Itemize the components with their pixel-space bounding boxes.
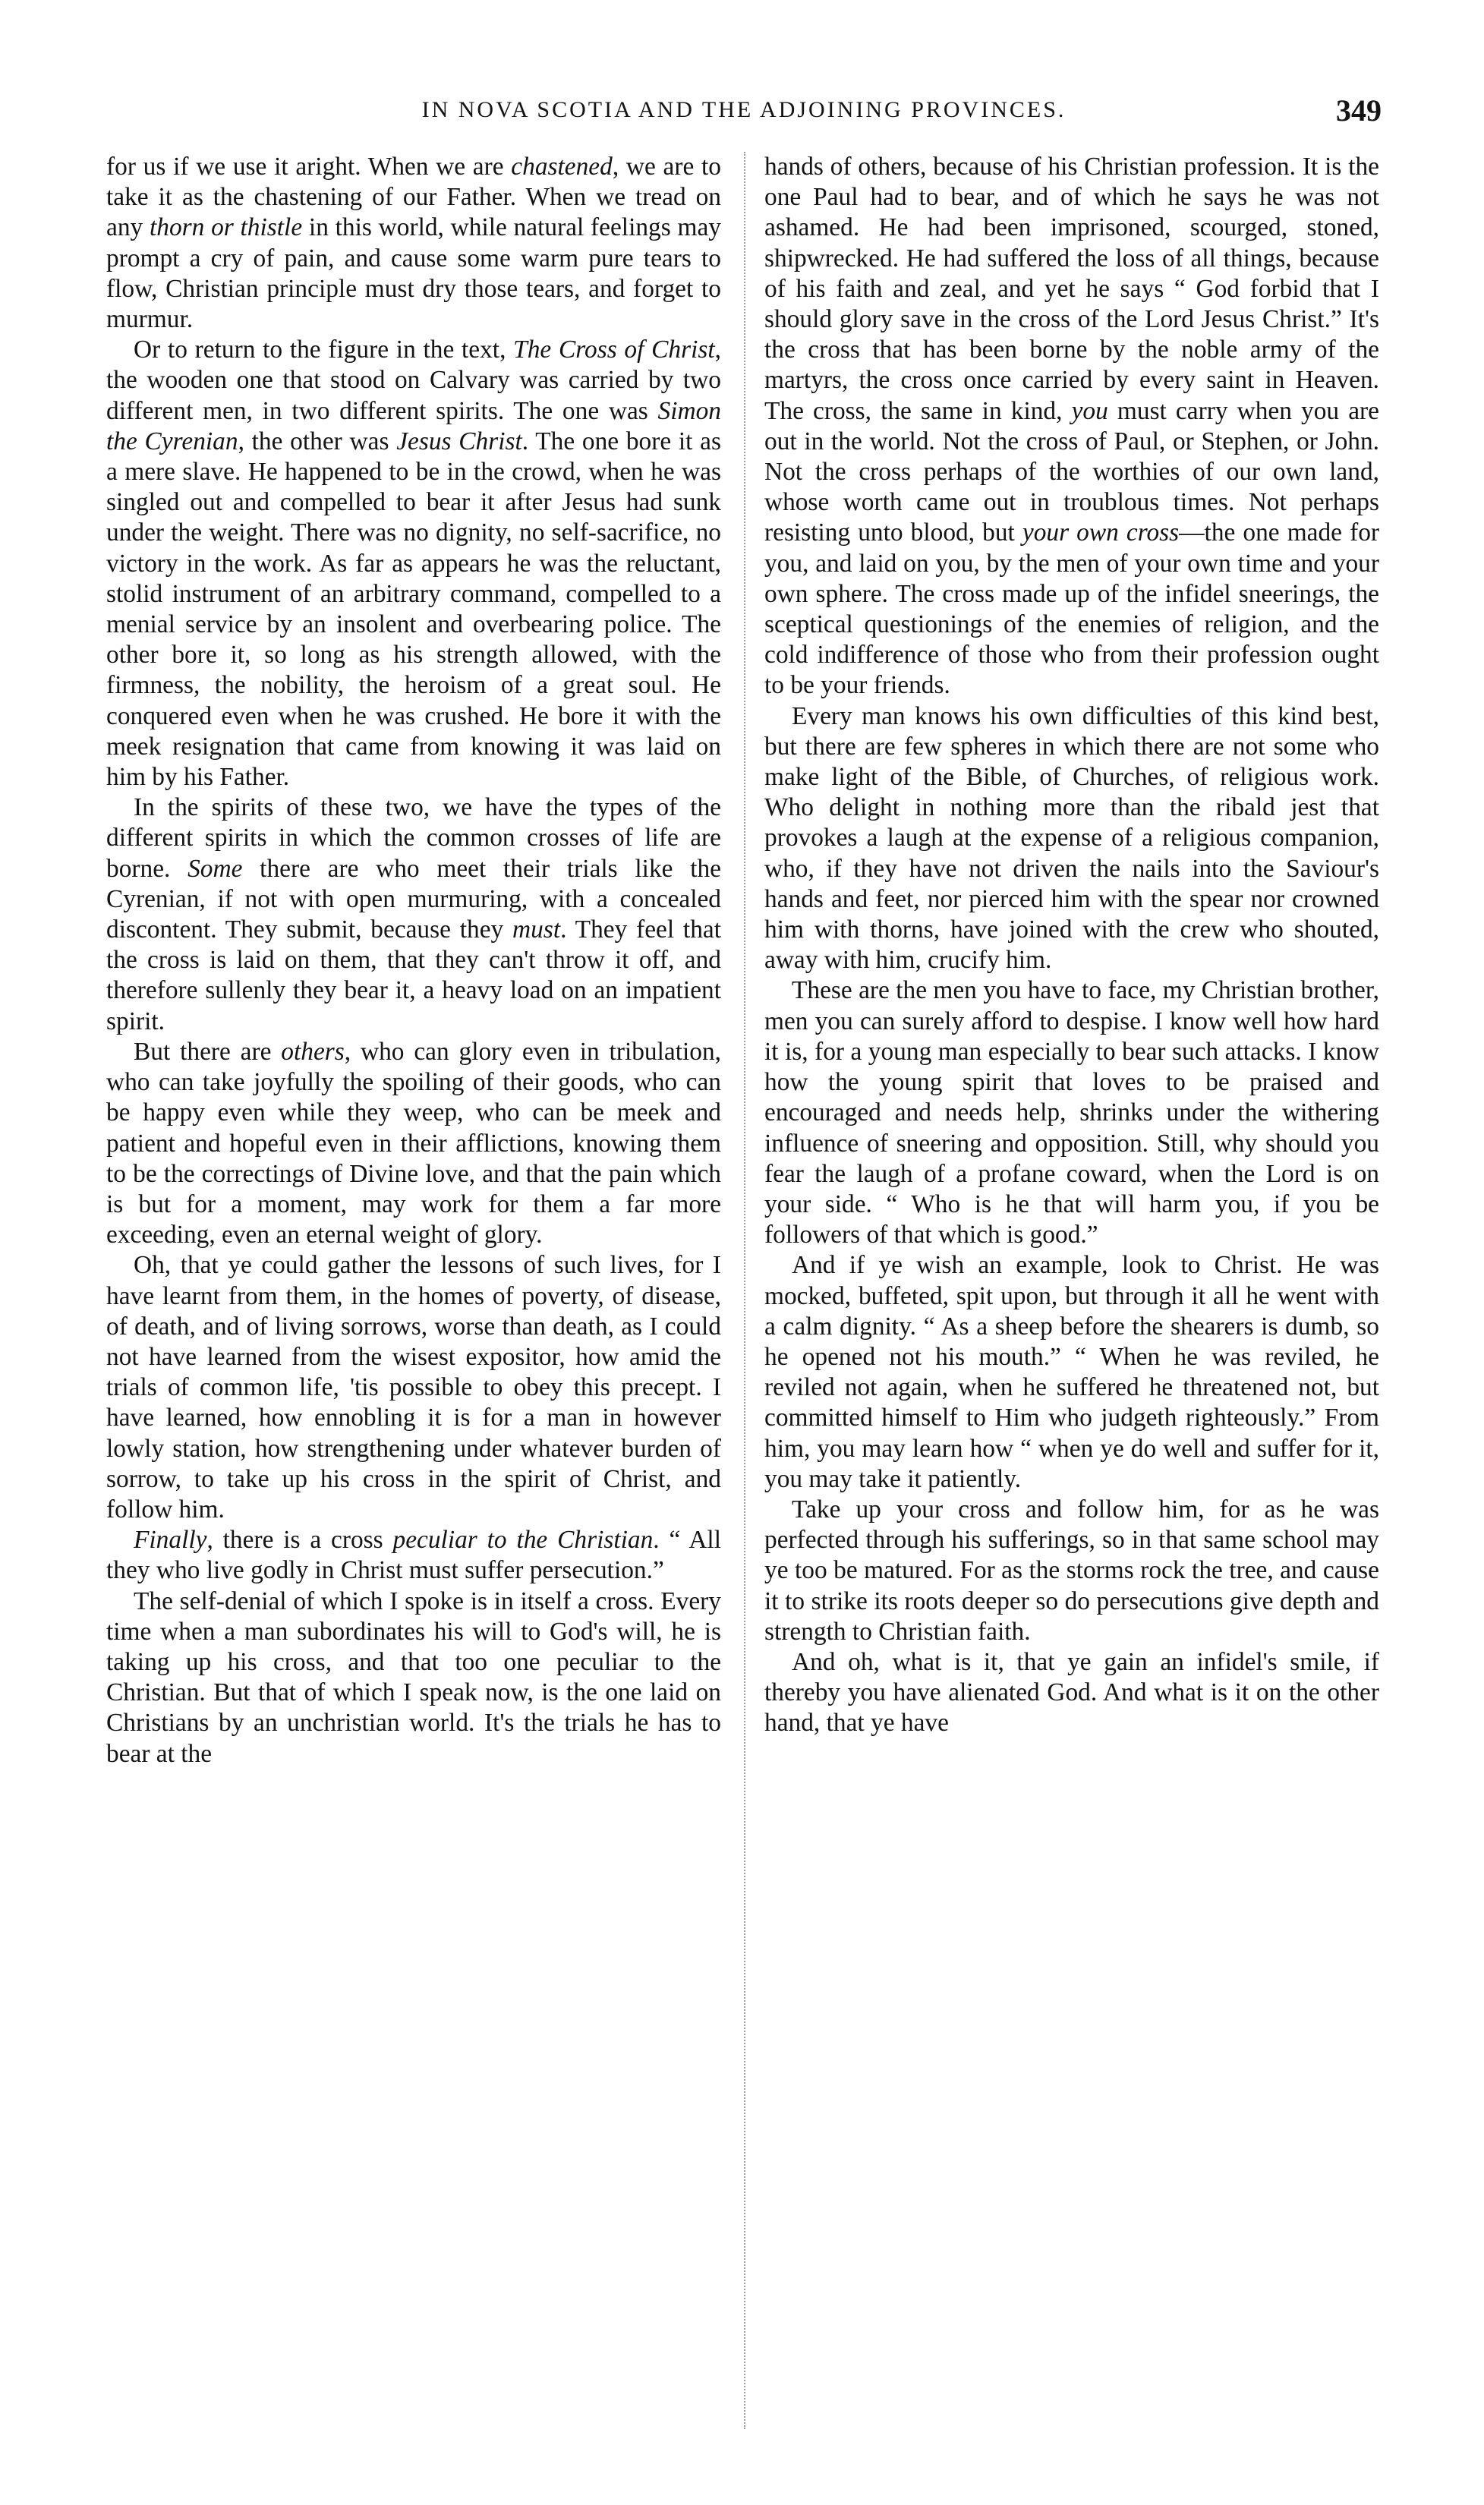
paragraph [106,1037,721,1250]
italic-text: must [512,915,561,944]
text-run: there are who meet their trials like the Cyrenian, if not with open murmuring, with a concealed discontent. They submit, because they [106,854,721,944]
text-run: —the one made for you, and laid on you, by the men of your own time and your own sphere. The cross made up of the infidel sneerings, the sceptical questionings of the enemies of religion, and the cold indifference of those who from their profession ought to be your friends. [764,518,1379,700]
text-run: . “ All they who live godly in Christ must suffer persecution.” [106,1526,721,1585]
text-run: . They feel that the cross is laid on them, that they can't throw it off, and therefore sullenly they bear it, a heavy load on an impatient spirit. [106,915,721,1035]
italic-text: Jesus Christ [396,427,522,455]
text-run: . The one bore it as a mere slave. He happened to be in the crowd, when he was singled out and compelled to bear it after Jesus had sunk under the weight. There was no dignity, no self-sacrifice, no victory in the work. As far as appears he was the reluctant, stolid instrument of an arbitrary command, compelled to a menial service by an insolent and overbearing police. The other bore it, so long as his strength allowed, with the firmness, the nobility, the heroism of a great soul. He conquered even when he was crushed. He bore it with the meek resignation that came from knowing it was laid on him by his Father. [106,427,721,792]
text-run: In the spirits of these two, we have the types of the different spirits in which the common crosses of life are borne. [106,793,721,883]
paragraph [106,1250,721,1525]
text-run: , we are to take it as the chastening of our Father. When we tread on any [106,153,721,242]
paragraph [764,1250,1379,1495]
text-run: , the other was [238,427,397,455]
paragraph [106,1525,721,1586]
text-run: for us if we use it aright. When we are [106,153,512,181]
right-column [764,152,1379,2444]
page-header [106,93,1382,143]
text-run: And if ye wish an example, look to Christ. He was mocked, buffeted, spit upon, but through it all he went with a calm dignity. “ As a sheep before the shearers is dumb, so he opened not his mouth.” “ When he was reviled, he reviled not again, when he suffered he threatened not, but committed himself to Him who judgeth righteously.” From him, you may learn how “ when ye do well and suffer for it, you may take it patiently. [764,1251,1379,1493]
italic-text: Finally [134,1526,207,1555]
paragraph [106,335,721,792]
paragraph [764,1647,1379,1739]
text-run: , there is a cross [206,1526,393,1555]
text-run: But there are [134,1037,282,1066]
text-run: must carry when you are out in the world. Not the cross of Paul, or Stephen, or John. Not the cross perhaps of the worthies of our own land, whose worth came out in troublous times. Not perhaps resisting unto blood, but [764,396,1379,547]
italic-text: others [281,1037,345,1066]
paragraph [764,701,1379,976]
italic-text: your own cross [1022,518,1180,547]
text-run: hands of others, because of his Christian profession. It is the one Paul had to bear, and of which he says he was not ashamed. He had been imprisoned, scourged, stoned, shipwrecked. He had suffered the loss of all things, because of his faith and zeal, and yet he says “ God forbid that I should glory save in the cross of the Lord Jesus Christ.” It's the cross that has been borne by the noble army of the martyrs, the cross once carried by every saint in Heaven. The cross, the same in kind, [764,153,1379,425]
italic-text: Some [187,854,243,883]
italic-text: thorn or thistle [149,213,303,242]
paragraph [106,792,721,1037]
running-head: IN NOVA SCOTIA AND THE ADJOINING PROVINCES. [421,97,1067,122]
text-run: And oh, what is it, that ye gain an infidel's smile, if thereby you have alienated God. And what is it on the other hand, that ye have [764,1647,1379,1738]
paragraph [106,1586,721,1769]
italic-text: chastened [511,153,613,181]
text-run: , who can glory even in tribulation, who can take joyfully the spoiling of their goods, who can be happy even while they weep, who can be meek and patient and hopeful even in their afflictions, knowing them to be the correctings of Divine love, and that the pain which is but for a moment, may work for them a far more exceeding, even an eternal weight of glory. [106,1037,721,1249]
left-column [106,152,721,2444]
paragraph [764,1495,1379,1647]
paragraph [764,152,1379,701]
text-run: The self-denial of which I spoke is in itself a cross. Every time when a man subordinates his will to God's will, he is taking up his cross, and that too one peculiar to the Christian. But that of which I speak now, is the one laid on Christians by an unchristian world. It's the trials he has to bear at the [106,1586,721,1768]
italic-text: peculiar to the Christian [392,1526,654,1555]
text-run: Or to return to the figure in the text, [134,336,514,364]
paragraph [106,152,721,335]
paragraph [764,975,1379,1250]
text-run: These are the men you have to face, my Christian brother, men you can surely afford to despise. I know well how hard it is, for a young man especially to bear such attacks. I know how the young spirit that loves to be praised and encouraged and needs help, shrinks under the withering influence of sneering and opposition. Still, why should you fear the laugh of a profane coward, when the Lord is on your side. “ Who is he that will harm you, if you be followers of that which is good.” [764,976,1379,1249]
text-run: Oh, that ye could gather the lessons of such lives, for I have learnt from them, in the homes of poverty, of disease, of death, and of living sorrows, worse than death, as I could not have learned from the wisest expositor, how amid the trials of common life, 'tis possible to obey this precept. I have learned, how ennobling it is for a man in however lowly station, how strengthening under whatever burden of sorrow, to take up his cross in the spirit of Christ, and follow him. [106,1251,721,1523]
italic-text: Simon the Cyrenian [106,396,721,455]
column-divider [744,152,745,2429]
italic-text: The Cross of Christ [513,336,715,364]
page-number: 349 [1336,93,1382,128]
text-run: Every man knows his own difficulties of this kind best, but there are few spheres in which there are not some who make light of the Bible, of Churches, of religious work. Who delight in nothing more than the ribald jest that provokes a laugh at the expense of a religious companion, who, if they have not driven the nails into the Saviour's hands and feet, nor pierced him with the spear nor crowned him with thorns, have joined with the crew who shouted, away with him, crucify him. [764,701,1379,975]
italic-text: you [1071,396,1108,425]
text-run: in this world, while natural feelings may prompt a cry of pain, and cause some warm pure tears to flow, Christian principle must dry those tears, and forget to murmur. [106,213,721,334]
text-run: , the wooden one that stood on Calvary was carried by two different men, in two different spirits. The one was [106,336,721,425]
text-run: Take up your cross and follow him, for as he was perfected through his sufferings, so in that same school may ye too be matured. For as the storms rock the tree, and cause it to strike its roots deeper so do persecutions give depth and strength to Christian faith. [764,1495,1379,1646]
